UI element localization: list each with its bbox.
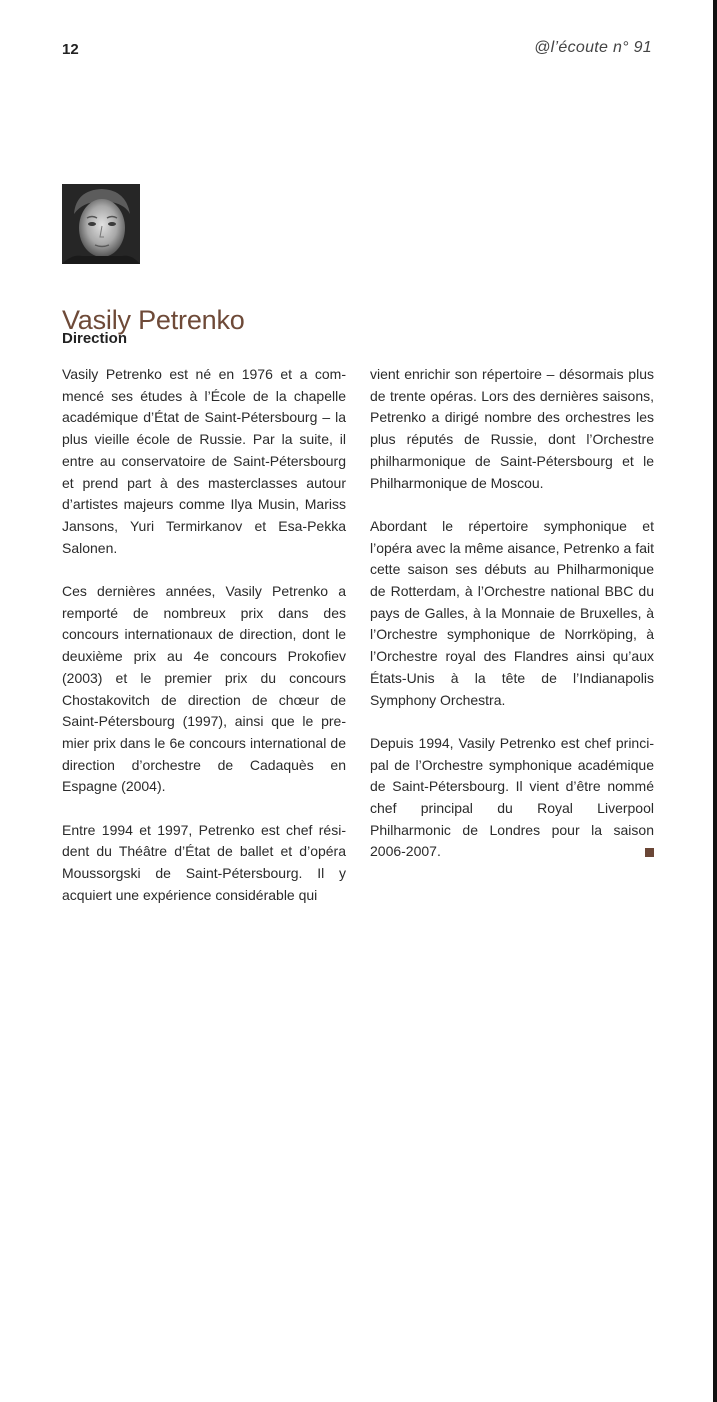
page-edge-border — [713, 0, 717, 1402]
paragraph-current-positions-text: Depuis 1994, Vasily Petrenko est chef principal de l’Orchestre symphonique académique de Saint-Pétersbourg. Il vient d’être nommé chef principal du Royal Liverpool Philharmonic de Londres pour la saison 2006-2007. — [370, 734, 654, 860]
paragraph-competitions: Ces dernières années, Vasily Petrenko a remporté de nombreux prix dans des concours internationaux de direction, dont le deuxième prix au 4e concours Prokofiev (2003) et le premier prix du concours Chostakovitch de direction de chœur de Saint-Pétersbourg (1997), ainsi que le premier prix dans le 6e concours international de direction d’orchestre de Cadaquès en Espagne (2004). — [62, 583, 346, 795]
paragraph-mussorgsky-theatre: Entre 1994 et 1997, Petrenko est chef résident du Théâtre d’État de ballet et d’opéra Moussorgski de Saint-Pétersbourg. Il y acquiert une expérience considérable qui — [62, 821, 346, 903]
artist-name: Vasily Petrenko — [62, 305, 245, 336]
paragraph-repertoire: vient enrichir son répertoire – désormais plus de trente opéras. Lors des dernières saisons, Petrenko a dirigé nombre des orchestres les plus réputés de Russie, dont l’Orchestre philharmonique de Saint-Pétersbourg et le Philharmonique de Moscou. — [370, 366, 654, 491]
page-number: 12 — [62, 41, 79, 58]
text-column-left — [62, 364, 346, 928]
paragraph-current-positions — [370, 733, 654, 863]
paragraph-symphonic-debuts: Abordant le répertoire symphonique et l’opéra avec la même aisance, Petrenko a fait cette saison ses débuts au Philharmonique de Rotterdam, à l’Orchestre national BBC du pays de Galles, à la Monnaie de Bruxelles, à l’Orchestre symphonique de Norrköping, à l’Orchestre royal des Flandres ainsi qu’aux États-Unis à la tête de l’Indianapolis Symphony Orchestra. — [370, 517, 654, 708]
text-column-right — [370, 364, 654, 885]
artist-portrait-photo — [62, 184, 140, 264]
artist-role: Direction — [62, 330, 128, 347]
end-of-article-square-icon — [645, 848, 654, 857]
publication-title: @l’écoute n° 91 — [534, 39, 652, 56]
paragraph-biography-early: Vasily Petrenko est né en 1976 et a commencé ses études à l’École de la chapelle académique d’État de Saint-Pétersbourg – la plus vieille école de Russie. Par la suite, il entre au conservatoire de Saint-Pétersbourg et prend part à des masterclasses autour d’artistes majeurs comme Ilya Musin, Mariss Jansons, Yuri Termirkanov et Esa-Pekka Salonen. — [62, 366, 346, 556]
